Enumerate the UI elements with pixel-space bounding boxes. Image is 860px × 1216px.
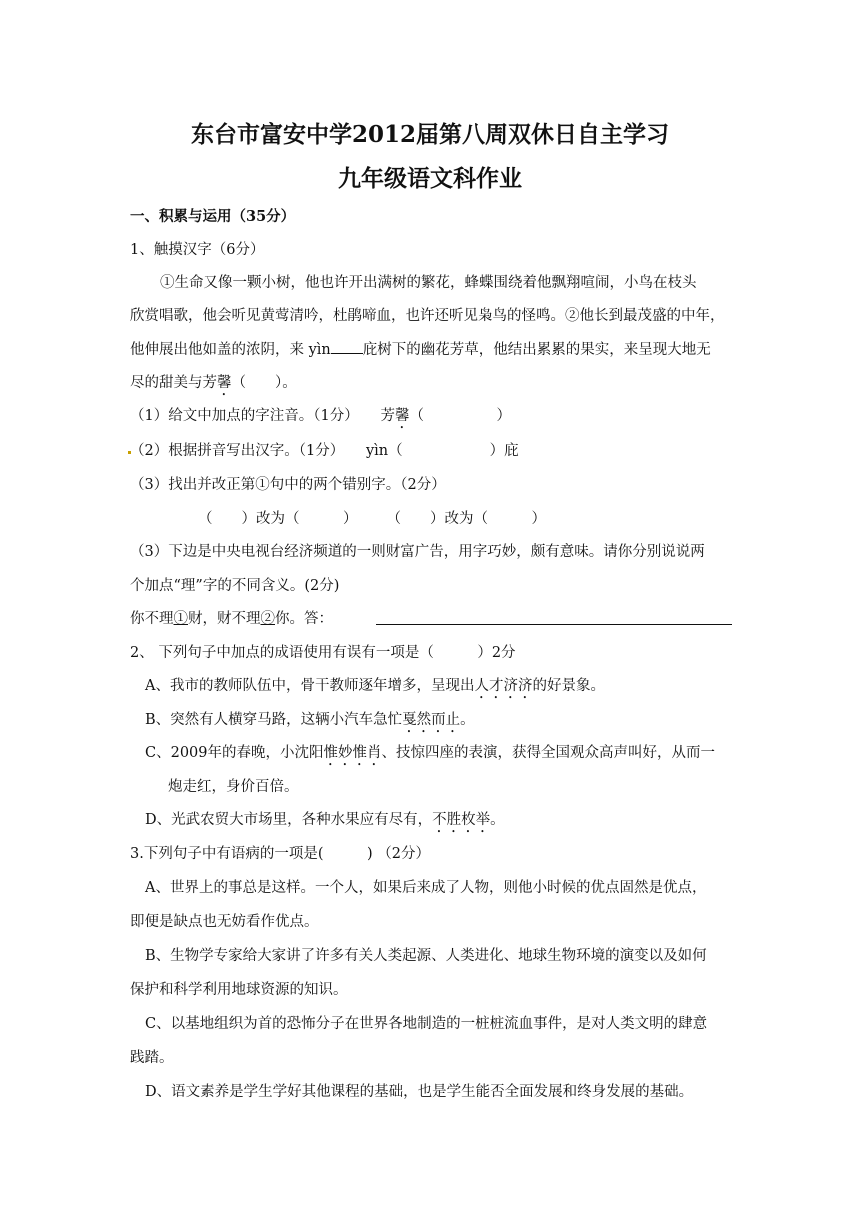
q1-heading: 1、触摸汉字（6分） — [130, 242, 265, 258]
q2-d-idiom: 不胜枚举 — [432, 812, 491, 828]
ad-marker-2: ② — [260, 611, 275, 627]
q2-a-idiom: 人才济济 — [474, 678, 533, 694]
ad-text-3: 你。答： — [275, 611, 333, 627]
q3-option-d: D、语文素养是学生学好其他课程的基础，也是学生能否全面发展和终身发展的基础。 — [145, 1084, 694, 1100]
q1-sub1 — [130, 404, 511, 432]
q2-c-idiom: 惟妙惟肖 — [323, 745, 382, 761]
q1-passage-line4-a: 尽的甜美与芳 — [130, 375, 217, 391]
q1-sub1-b: （ ） — [409, 408, 511, 424]
answer-line — [376, 607, 732, 625]
q1-sub4-line1: （3）下边是中央电视台经济频道的一则财富广告，用字巧妙，颇有意味。请你分别说说两 — [130, 544, 705, 560]
q1-sub3-blanks: （ ）改为（ ） （ ）改为（ ） — [198, 511, 546, 527]
q1-passage-line4 — [130, 371, 297, 399]
q2-c-end: 、技惊四座的表演，获得全国观众高声叫好，从而一 — [381, 745, 715, 761]
q1-passage-line3-b: 庇树下的幽花芳草，他结出累累的果实，来呈现大地无 — [362, 342, 711, 358]
ad-marker-1: ① — [173, 611, 188, 627]
ad-text-1: 你不理 — [130, 611, 174, 627]
q1-passage-line2: 欣赏唱歌，他会听见黄莺清吟，杜鹃啼血，也许还听见枭鸟的怪鸣。②他长到最茂盛的中年， — [130, 308, 725, 324]
q2-option-d — [145, 808, 505, 836]
q1-sub2: （2）根据拼音写出汉字。（1分） yìn（ ）庇 — [130, 443, 519, 459]
q2-heading: 2、 下列句子中加点的成语使用有误有一项是（ ）2分 — [130, 645, 516, 661]
q1-sub3: （3）找出并改正第①句中的两个错别字。（2分） — [130, 477, 446, 493]
dotted-char-xin-2: 馨 — [394, 408, 410, 424]
q1-passage-line4-b: （ ）。 — [231, 375, 297, 391]
section-heading: 一、积累与运用（35分） — [130, 208, 296, 225]
q2-d-text: D、光武农贸大市场里，各种水果应有尽有， — [145, 812, 433, 828]
q1-passage-line3-a: 他伸展出他如盖的浓阴，来 yìn — [130, 342, 331, 358]
q2-c-text: C、2009年的春晚，小沈阳 — [145, 745, 324, 761]
q2-option-a — [145, 674, 605, 702]
q2-option-c-cont: 炮走红，身价百倍。 — [168, 779, 299, 795]
q1-sub4-line2: 个加点“理”字的不同含义。(2分) — [130, 578, 340, 594]
q1-passage-line3 — [130, 338, 711, 359]
q3-option-c-line1: C、以基地组织为首的恐怖分子在世界各地制造的一桩桩流血事件，是对人类文明的肆意 — [145, 1016, 708, 1032]
yin-blank — [331, 339, 363, 355]
q2-b-end: 。 — [460, 712, 475, 728]
q2-option-c — [145, 741, 715, 769]
q2-option-b — [145, 708, 475, 736]
q2-a-text: A、我市的教师队伍中，骨干教师逐年增多，呈现出 — [145, 678, 475, 694]
q3-option-b-line1: B、生物学专家给大家讲了许多有关人类起源、人类进化、地球生物环境的演变以及如何 — [145, 948, 707, 964]
doc-subtitle: 九年级语文科作业 — [338, 165, 522, 192]
q1-sub1-a: （1）给文中加点的字注音。（1分） 芳 — [130, 408, 395, 424]
q2-b-text: B、突然有人横穿马路，这辆小汽车急忙 — [145, 712, 403, 728]
q2-b-idiom: 戛然而止 — [402, 712, 461, 728]
q3-option-b-line2: 保护和科学利用地球资源的知识。 — [130, 982, 348, 998]
doc-title: 东台市富安中学2012届第八周双休日自主学习 — [190, 121, 669, 148]
q2-a-end: 的好景象。 — [532, 678, 605, 694]
q3-option-a-line1: A、世界上的事总是这样。一个人，如果后来成了人物，则他小时候的优点固然是优点， — [145, 880, 707, 896]
dotted-char-xin: 馨 — [217, 375, 232, 391]
q3-heading: 3.下列句子中有语病的一项是( ) （2分） — [130, 846, 430, 862]
ad-text-2: 财，财不理 — [188, 611, 261, 627]
q1-sub4-line3 — [130, 607, 730, 627]
q3-option-a-line2: 即便是缺点也无妨看作优点。 — [130, 914, 319, 930]
q1-passage-line1: ①生命又像一颗小树，他也许开出满树的繁花，蜂蝶围绕着他飘翔喧闹，小鸟在枝头 — [160, 275, 697, 291]
q2-d-end: 。 — [490, 812, 505, 828]
q3-option-c-line2: 践踏。 — [130, 1050, 174, 1066]
